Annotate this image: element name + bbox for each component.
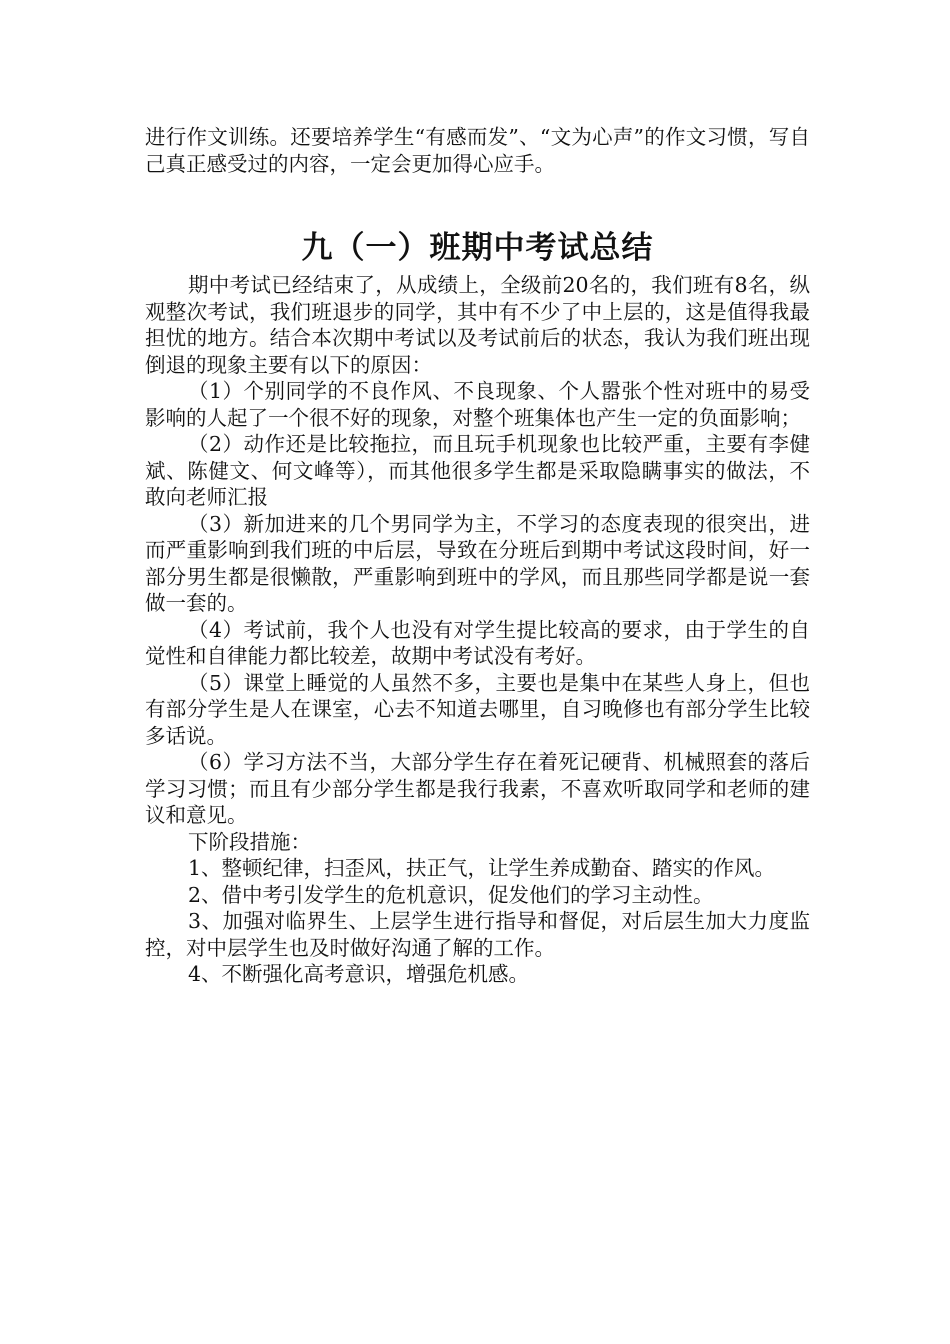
measure-3-paragraph: 3、加强对临界生、上层学生进行指导和督促，对后层生加大力度监控，对中层学生也及时做好沟通了解的工作。 [145,909,810,960]
lead-paragraph: 进行作文训练。还要培养学生“有感而发”、“文为心声”的作文习惯，写自己真正感受过的内容，一定会更加得心应手。 [145,125,810,176]
measure-2-paragraph: 2、借中考引发学生的危机意识，促发他们的学习主动性。 [188,882,714,907]
reason-3-paragraph: （3）新加进来的几个男同学为主，不学习的态度表现的很突出，进而严重影响到我们班的中后层，导致在分班后到期中考试这段时间，好一部分男生都是很懒散，严重影响到班中的学风，而且那些同学都是说一套做一套的。 [145,511,810,615]
measure-1-paragraph: 1、整顿纪律，扫歪风，扶正气，让学生养成勤奋、踏实的作风。 [188,856,776,880]
document-body [145,272,810,988]
intro-paragraph: 期中考试已经结束了，从成绩上，全级前20名的，我们班有8名，纵观整次考试，我们班退步的同学，其中有不少了中上层的，这是值得我最担忧的地方。结合本次期中考试以及考试前后的状态，我认为我们班出现倒退的现象主要有以下的原因： [145,273,810,377]
document-title: 九（一）班期中考试总结 [301,230,654,266]
measure-4-paragraph: 4、不断强化高考意识，增强危机感。 [188,962,530,986]
measures-heading: 下阶段措施： [188,829,311,854]
reason-4-paragraph: （4）考试前，我个人也没有对学生提比较高的要求，由于学生的自觉性和自律能力都比较差，故期中考试没有考好。 [145,617,810,668]
reason-5-paragraph: （5）课堂上睡觉的人虽然不多，主要也是集中在某些人身上，但也有部分学生是人在课室，心去不知道去哪里，自习晚修也有部分学生比较多话说。 [145,670,810,748]
reason-2-paragraph: （2）动作还是比较拖拉，而且玩手机现象也比较严重，主要有李健斌、陈健文、何文峰等），而其他很多学生都是采取隐瞒事实的做法，不敢向老师汇报 [145,432,810,509]
reason-6-paragraph: （6）学习方法不当，大部分学生存在着死记硬背、机械照套的落后学习习惯；而且有少部分学生都是我行我素，不喜欢听取同学和老师的建议和意见。 [145,750,810,827]
reason-1-paragraph: （1）个别同学的不良作风、不良现象、个人嚣张个性对班中的易受影响的人起了一个很不好的现象，对整个班集体也产生一定的负面影响； [145,379,810,430]
